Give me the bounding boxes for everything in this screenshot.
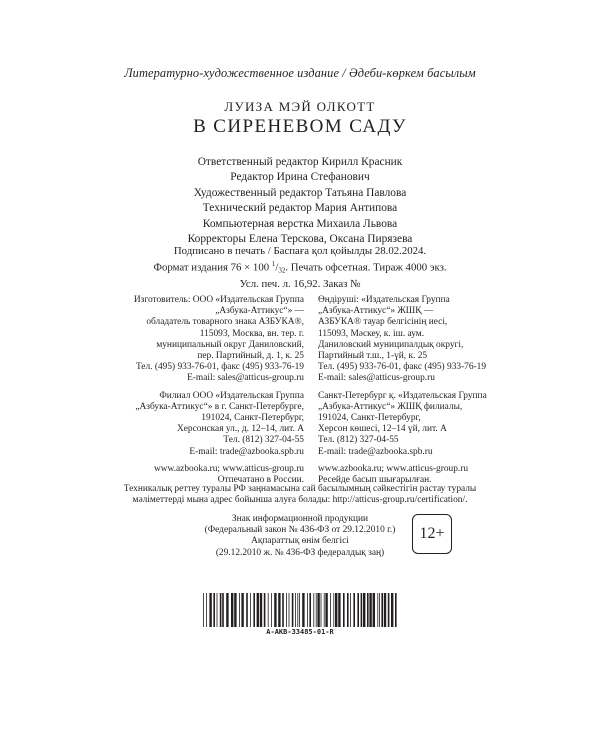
barcode-bar	[395, 593, 397, 627]
manufacturer-line: обладатель товарного знака АЗБУКА®,	[146, 317, 304, 328]
author-name: ЛУИЗА МЭЙ ОЛКОТТ	[224, 99, 376, 114]
branch-line: Херсонская ул., д. 12–14, лит. А	[177, 424, 304, 435]
manufacturer-line: АЗБУКА® тауар белгісінің иесі,	[318, 317, 448, 328]
barcode-bar	[324, 593, 325, 627]
branch-line: E-mail: trade@azbooka.spb.ru	[318, 446, 433, 457]
printed-in-kz: Ресейде басып шығарылған.	[318, 475, 432, 486]
barcode-bar	[278, 593, 280, 627]
barcode-bar	[335, 593, 337, 627]
barcode-bar	[213, 593, 215, 627]
branch-line: E-mail: trade@azbooka.spb.ru	[189, 446, 304, 457]
manufacturer-line: 115093, Мәскеу, к. іш. аум.	[318, 328, 425, 339]
tech-regulation-note	[0, 484, 600, 507]
manufacturer-line: „Азбука-Аттикус“» ЖШҚ —	[318, 306, 434, 317]
info-sign-line: Ақпараттық өнім белгісі	[251, 536, 349, 547]
barcode-bar	[209, 593, 211, 627]
barcode-bar	[206, 593, 207, 627]
barcode-bar	[234, 593, 236, 627]
barcode-icon	[202, 593, 398, 627]
branch-line: 191024, Санкт-Петербург,	[201, 413, 304, 424]
edition-type: Литературно-художественное издание / Әдеби-көркем басылым	[124, 66, 476, 80]
barcode-bar	[357, 593, 359, 627]
barcode-bar	[282, 593, 284, 627]
barcode-bar	[361, 593, 363, 627]
manufacturer-line: 115093, Москва, вн. тер. г.	[199, 328, 304, 339]
barcode-bar	[377, 593, 378, 627]
barcode-bar	[246, 593, 248, 627]
barcode-bar	[381, 593, 383, 627]
barcode-bar	[367, 593, 369, 627]
barcode-bar	[317, 593, 319, 627]
barcode-bar	[343, 593, 345, 627]
print-info	[0, 245, 600, 292]
barcode-bar	[292, 593, 294, 627]
manufacturer-line: Даниловский муниципалдық округі,	[318, 339, 464, 350]
barcode-bar	[264, 593, 266, 627]
branch-line: Тел. (812) 327-04-55	[318, 435, 399, 446]
credit-line: Корректоры Елена Терскова, Оксана Пирязева	[187, 233, 413, 246]
barcode-bar	[353, 593, 355, 627]
publisher-info-kz	[318, 295, 487, 486]
print-format: Формат издания 76 × 100 $^1/_{32}$. Печать офсетная. Тираж 4000 экз.	[153, 260, 447, 275]
age-rating-badge: 12+	[412, 514, 452, 554]
manufacturer-line: „Азбука-Аттикус“» —	[215, 306, 304, 317]
barcode-bar	[373, 593, 375, 627]
format-fraction-num: 1	[271, 260, 276, 269]
format-fraction-den: 32	[278, 267, 286, 275]
barcode-bar	[268, 593, 269, 627]
credits-list	[0, 155, 600, 247]
barcode-bar	[241, 593, 243, 627]
barcode-bar	[250, 593, 251, 627]
barcode-bar	[295, 593, 296, 627]
barcode-label: A-AKB-33485-01-R	[266, 628, 334, 636]
barcode-bar	[271, 593, 272, 627]
branch-line: 191024, Санкт-Петербург,	[318, 413, 421, 424]
branch-line: Тел. (812) 327-04-55	[223, 435, 304, 446]
barcode-bar	[299, 593, 300, 627]
branch-line: „Азбука-Аттикус“» ЖШҚ филиалы,	[318, 401, 463, 412]
barcode-bar	[313, 593, 314, 627]
branch-line: Санкт-Петербург қ. «Издательская Группа	[318, 390, 487, 401]
branch-line: „Азбука-Аттикус“» в г. Санкт-Петербурге,	[135, 401, 304, 412]
credit-line: Компьютерная верстка Михаила Львова	[202, 217, 398, 230]
barcode-bar	[302, 593, 304, 627]
barcode-bar	[222, 593, 224, 627]
websites-ru: www.azbooka.ru; www.atticus-group.ru	[153, 463, 304, 474]
barcode-bar	[239, 593, 240, 627]
barcode-bar	[274, 593, 276, 627]
format-suffix: . Печать офсетная. Тираж 4000 экз.	[285, 262, 447, 274]
barcode-bar	[330, 593, 331, 627]
barcode-bar	[286, 593, 287, 627]
manufacturer-line: Изготовитель: ООО «Издательская Группа	[133, 295, 304, 305]
barcode-bar	[325, 593, 327, 627]
websites-kz: www.azbooka.ru; www.atticus-group.ru	[318, 463, 469, 474]
publisher-info-ru	[134, 295, 304, 486]
barcode-bar	[384, 593, 386, 627]
info-sign-line: (29.12.2010 ж. № 436-ФЗ федералдық заң)	[215, 547, 385, 558]
barcode-bar	[391, 593, 393, 627]
barcode-bar	[316, 593, 317, 627]
manufacturer-line: E-mail: sales@atticus-group.ru	[187, 373, 304, 384]
format-prefix: Формат издания 76 × 100	[153, 262, 272, 274]
manufacturer-line: Өндіруші: «Издательская Группа	[318, 295, 450, 305]
branch-line: Херсон көшесі, 12–14 үй, лит. А	[318, 424, 447, 435]
barcode-bar	[297, 593, 298, 627]
barcode-bar	[289, 593, 290, 627]
barcode-bar	[369, 593, 371, 627]
manufacturer-line: Тел. (495) 933-76-01, факс (495) 933-76-19	[318, 362, 487, 373]
barcode-bar	[231, 593, 233, 627]
barcode-bar	[350, 593, 351, 627]
barcode-bar	[257, 593, 259, 627]
barcode-bar	[333, 593, 334, 627]
manufacturer-line: муниципальный округ Даниловский,	[156, 339, 304, 350]
barcode-bar	[220, 593, 222, 627]
barcode-bar	[338, 593, 340, 627]
tech-line: мәліметтерді мына адрес бойынша алуға болады: http://atticus-group.ru/certification/.	[132, 495, 468, 506]
credit-line: Редактор Ирина Стефанович	[230, 171, 370, 184]
manufacturer-line: Тел. (495) 933-76-01, факс (495) 933-76-19	[135, 362, 304, 373]
info-product-sign-text	[0, 514, 600, 559]
printed-in-ru: Отпечатано в России.	[217, 475, 304, 486]
barcode-bar	[217, 593, 218, 627]
branch-line: Филиал ООО «Издательская Группа	[159, 390, 304, 401]
tech-line: Техникалық реттеу туралы РФ заңнамасына сай басылымның сәйкестігін растау туралы	[123, 484, 477, 494]
manufacturer-line: E-mail: sales@atticus-group.ru	[318, 373, 435, 384]
barcode-bar	[309, 593, 311, 627]
credit-line: Художественный редактор Татьяна Павлова	[193, 186, 407, 199]
barcode-bar	[260, 593, 262, 627]
barcode-bar	[226, 593, 228, 627]
barcode-bar	[388, 593, 390, 627]
barcode-bar	[379, 593, 380, 627]
credit-line: Ответственный редактор Кирилл Красник	[197, 156, 403, 168]
book-title: В СИРЕНЕВОМ САДУ	[193, 116, 407, 137]
info-sign-line: (Федеральный закон № 436-ФЗ от 29.12.2010 г.)	[204, 525, 396, 536]
barcode-bar	[203, 593, 204, 627]
barcode-bar	[363, 593, 365, 627]
manufacturer-line: пер. Партийный, д. 1, к. 25	[197, 351, 304, 362]
barcode-bar	[253, 593, 255, 627]
barcode-bar	[321, 593, 322, 627]
barcode-bar	[347, 593, 349, 627]
print-sheets: Усл. печ. л. 16,92. Заказ №	[239, 278, 361, 291]
info-sign-line: Знак информационной продукции	[231, 514, 369, 524]
credit-line: Технический редактор Мария Антипова	[202, 202, 398, 215]
barcode-bar	[307, 593, 308, 627]
manufacturer-line: Партийный т.ш., 1-үй, к. 25	[318, 351, 428, 362]
print-signed: Подписано в печать / Баспаға қол қойылды 28.02.2024.	[173, 245, 427, 257]
